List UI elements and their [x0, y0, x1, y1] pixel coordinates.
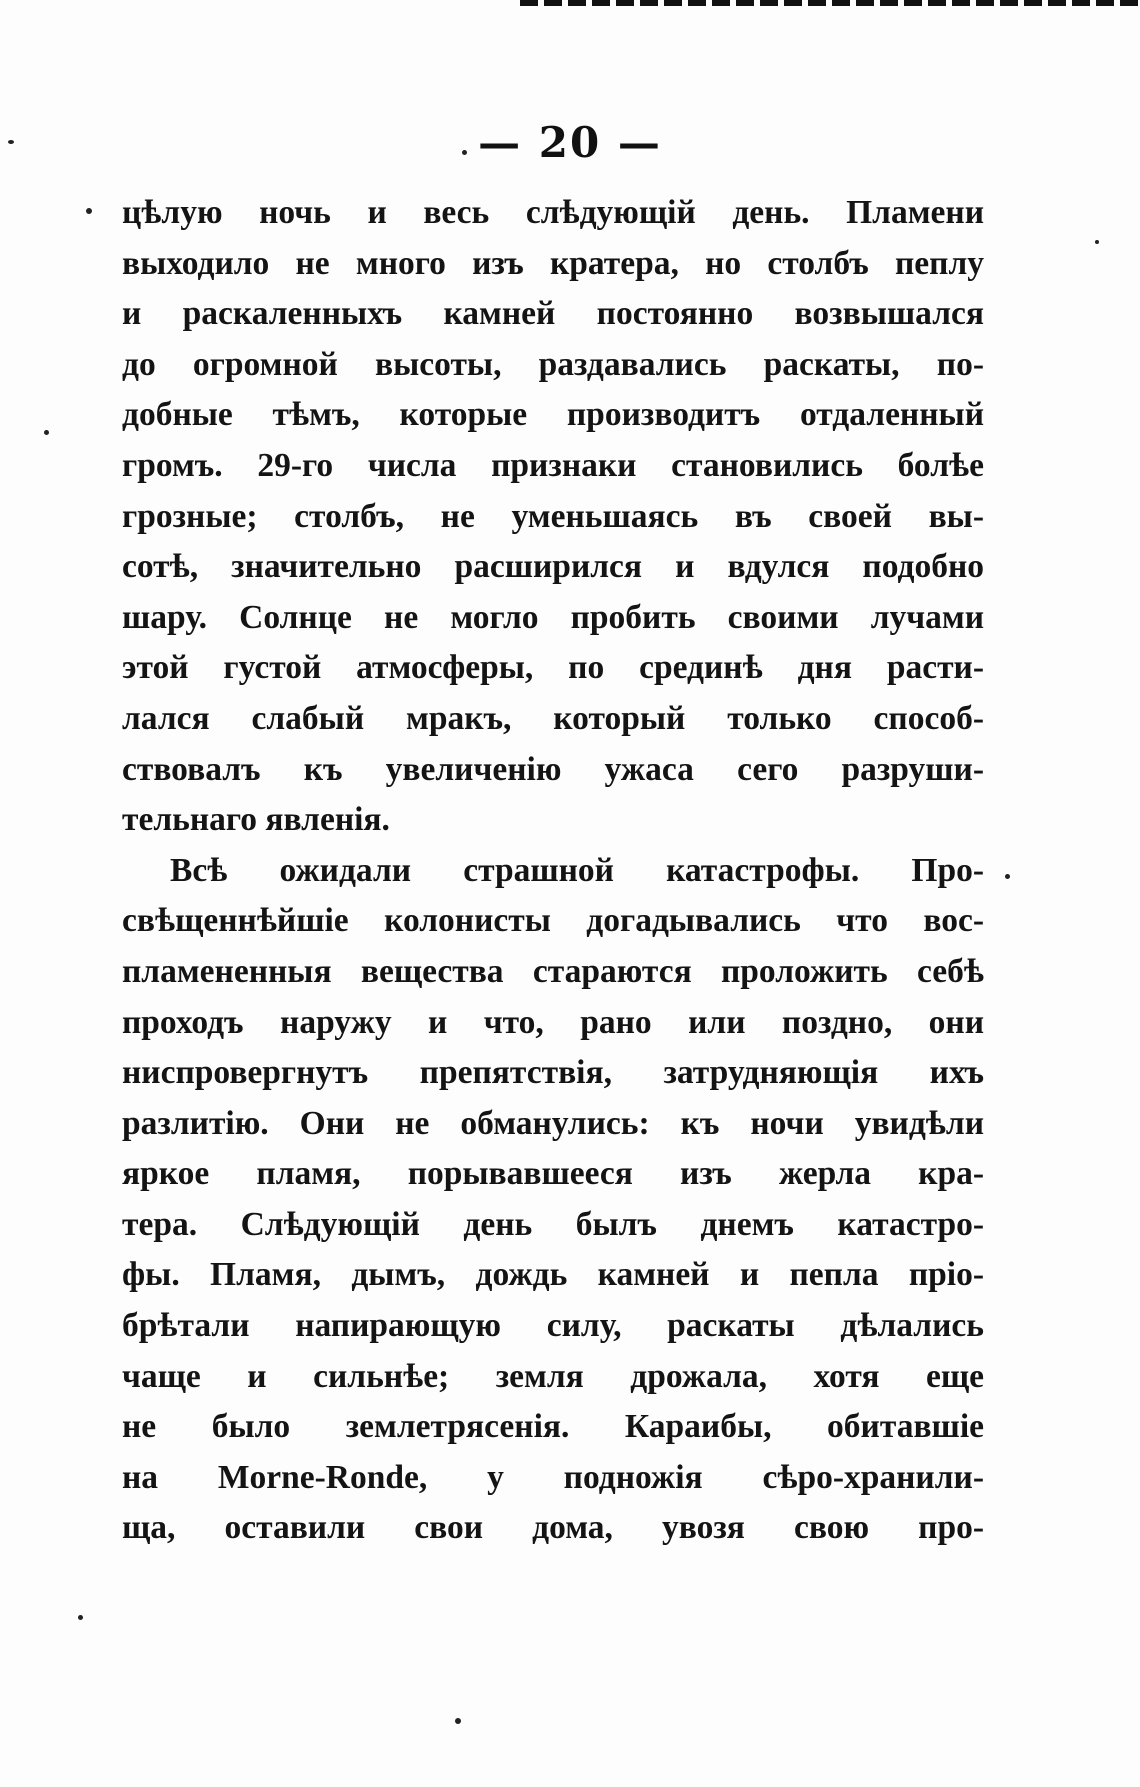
text-line: тера. Слѣдующій день былъ днемъ катастро-	[122, 1205, 984, 1243]
text-line: ща, оставили свои дома, увозя свою про-	[122, 1509, 984, 1547]
text-line: фы. Пламя, дымъ, дождь камней и пепла пріо-	[122, 1256, 984, 1294]
scan-speck	[86, 208, 92, 214]
text-line: до огромной высоты, раздавались раскаты, по-	[122, 345, 984, 383]
text-line: тельнаго явленія.	[122, 801, 390, 839]
text-line: яркое пламя, порывавшееся изъ жерла кра-	[122, 1155, 984, 1193]
text-line: свѣщеннѣйшіе колонисты догадывались что вос-	[122, 902, 984, 940]
scan-speck	[455, 1718, 461, 1724]
text-line: пламененныя вещества стараются проложить себѣ	[122, 952, 984, 990]
page-number: — 20 —	[478, 118, 662, 167]
header-rule	[520, 0, 1140, 6]
text-line: грозные; столбъ, не уменьшаясь въ своей вы-	[122, 497, 984, 535]
text-line: цѣлую ночь и весь слѣдующій день. Пламени	[122, 194, 984, 231]
text-line: Всѣ ожидали страшной катастрофы. Про-	[170, 851, 984, 889]
scan-speck	[44, 430, 49, 435]
body-text	[122, 188, 984, 1554]
scan-speck	[8, 140, 14, 144]
text-line: шару. Солнце не могло пробить своими лучами	[122, 598, 984, 636]
text-line: ствовалъ къ увеличенію ужаса сего разруши-	[122, 750, 984, 788]
text-line: ниспровергнутъ препятствія, затрудняющія ихъ	[122, 1054, 984, 1092]
text-line: брѣтали напирающую силу, раскаты дѣлались	[122, 1307, 984, 1345]
text-line: этой густой атмосферы, по срединѣ дня расти-	[122, 649, 984, 687]
text-line: проходъ наружу и что, рано или поздно, они	[122, 1003, 984, 1041]
text-line: лался слабый мракъ, который только способ-	[122, 699, 984, 737]
text-line: добные тѣмъ, которые производитъ отдаленный	[122, 396, 984, 434]
text-line: чаще и сильнѣе; земля дрожала, хотя еще	[122, 1357, 984, 1395]
scan-speck	[462, 150, 467, 155]
text-line: сотѣ, значительно расширился и вдулся подобно	[122, 548, 984, 586]
text-line: на Morne-Ronde, у подножія сѣро-хранили-	[122, 1458, 984, 1496]
scan-speck	[78, 1615, 83, 1620]
text-line: и раскаленныхъ камней постоянно возвышался	[122, 295, 984, 333]
text-line: выходило не много изъ кратера, но столбъ пеплу	[122, 244, 984, 282]
scan-speck	[1095, 240, 1099, 244]
text-line: не было землетрясенія. Караибы, обитавшіе	[122, 1408, 984, 1446]
scan-speck	[1005, 874, 1010, 879]
text-line: разлитію. Они не обманулись: къ ночи увидѣли	[122, 1104, 984, 1142]
text-line: громъ. 29-го числа признаки становились болѣе	[122, 446, 984, 484]
